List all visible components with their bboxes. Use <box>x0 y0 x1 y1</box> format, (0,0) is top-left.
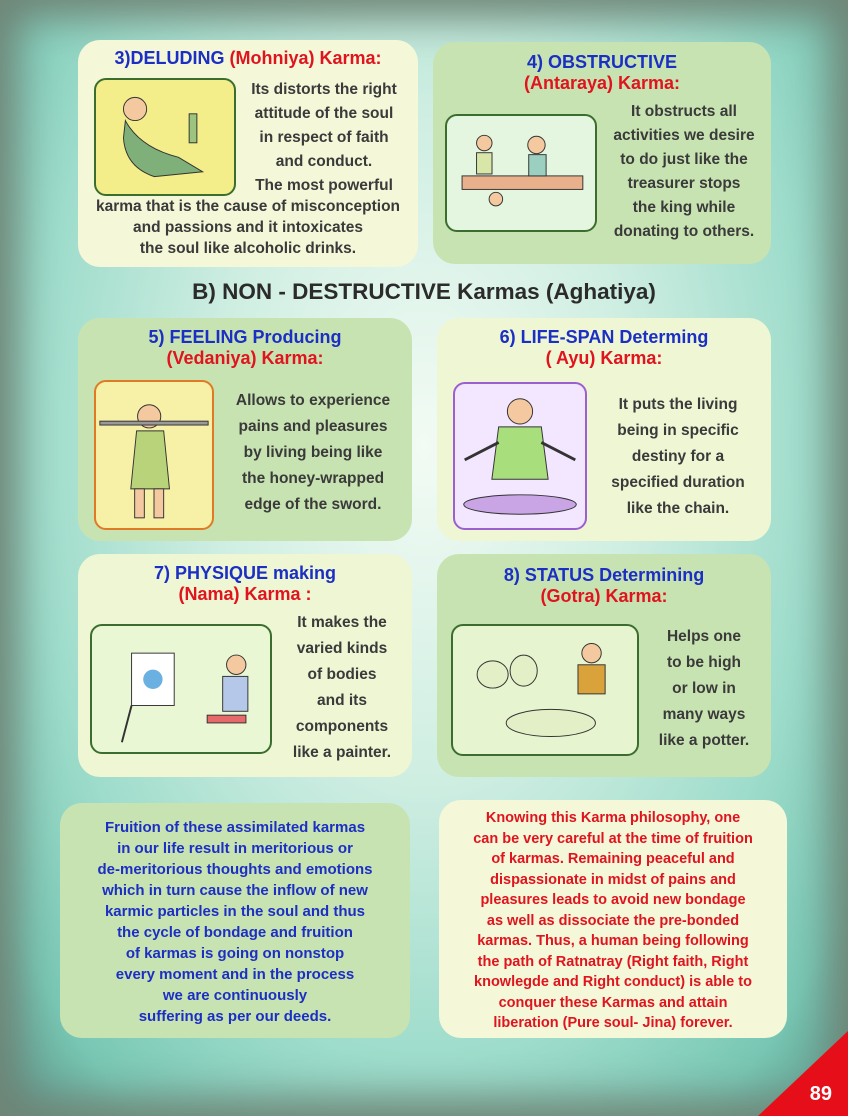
physique-text: It makes the varied kinds of bodies and its components like a painter. <box>292 614 392 761</box>
painter-image <box>90 624 272 754</box>
lifespan-text: It puts the living being in specific destiny for a specified duration like the chain. <box>611 396 745 517</box>
potter-icon <box>453 626 637 754</box>
feeling-subtitle: (Vedaniya) Karma: <box>166 348 324 368</box>
page-corner <box>758 1031 848 1116</box>
lifespan-karma-panel <box>437 318 771 541</box>
deluding-text: Its distorts the right attitude of the soul in respect of faith and conduct. The most powerful <box>251 81 397 194</box>
king-treasurer-image <box>445 114 597 232</box>
lifespan-subtitle: ( Ayu) Karma: <box>545 348 663 368</box>
deluding-karma-panel <box>78 40 418 267</box>
status-subtitle: (Gotra) Karma: <box>540 586 668 606</box>
status-title: 8) STATUS Determining <box>503 565 705 585</box>
king-treasurer-icon <box>447 116 595 230</box>
status-text: Helps one to be high or low in many ways like a potter. <box>658 628 750 749</box>
deluding-title: 3)DELUDING (Mohniya) Karma: <box>114 48 382 68</box>
physique-title: 7) PHYSIQUE making <box>153 563 337 583</box>
fruition-panel <box>60 803 410 1038</box>
section-title: B) NON - DESTRUCTIVE Karmas (Aghatiya) <box>192 279 656 304</box>
physique-karma-panel <box>78 554 412 777</box>
sword-man-image <box>94 380 214 530</box>
karma-philosophy-panel <box>439 800 787 1038</box>
obstructive-text: It obstructs all activities we desire to do just like the treasurer stops the king while donating to others. <box>613 103 755 240</box>
potter-image <box>451 624 639 756</box>
fruition-text: Fruition of these assimilated karmas in our life result in meritorious or de-meritorious thoughts and emotions which in turn cause the inflow of new karmic particles in the soul and thus the cycle of bondage and fruition of karmas is going on nonstop every moment and in the process we are continuously suffering as per our deeds. <box>97 819 373 1025</box>
feeling-text: Allows to experience pains and pleasures by living being like the honey-wrapped edge of the sword. <box>235 392 391 513</box>
obstructive-title: 4) OBSTRUCTIVE <box>526 52 677 72</box>
intoxicated-man-image <box>94 78 236 196</box>
page-number: 89 <box>809 1083 832 1105</box>
chained-man-icon <box>455 384 585 528</box>
chained-man-image <box>453 382 587 530</box>
feeling-karma-panel <box>78 318 412 541</box>
lifespan-title: 6) LIFE-SPAN Determing <box>499 327 709 347</box>
painter-icon <box>92 626 270 752</box>
intoxicated-man-icon <box>96 80 234 194</box>
status-karma-panel <box>437 554 771 777</box>
feeling-title: 5) FEELING Producing <box>148 327 342 347</box>
physique-subtitle: (Nama) Karma : <box>178 584 312 604</box>
obstructive-subtitle: (Antaraya) Karma: <box>523 73 681 93</box>
karma-philosophy-text: Knowing this Karma philosophy, one can be very careful at the time of fruition of karmas. Remaining peaceful and dispassionate in midst of pains and pleasures leads to avoid new bondage as well as dissociate the pre-bonded karmas. Thus, a human being following the path of Ratnatray (Right faith, Right knowlegde and Right conduct) is able to conquer these Karmas and attain liberation (Pure soul- Jina) forever. <box>473 810 753 1031</box>
sword-man-icon <box>96 382 212 528</box>
deluding-text-wide: karma that is the cause of misconception and passions and it intoxicates the soul like alcoholic drinks. <box>95 198 401 257</box>
obstructive-karma-panel <box>433 42 771 264</box>
